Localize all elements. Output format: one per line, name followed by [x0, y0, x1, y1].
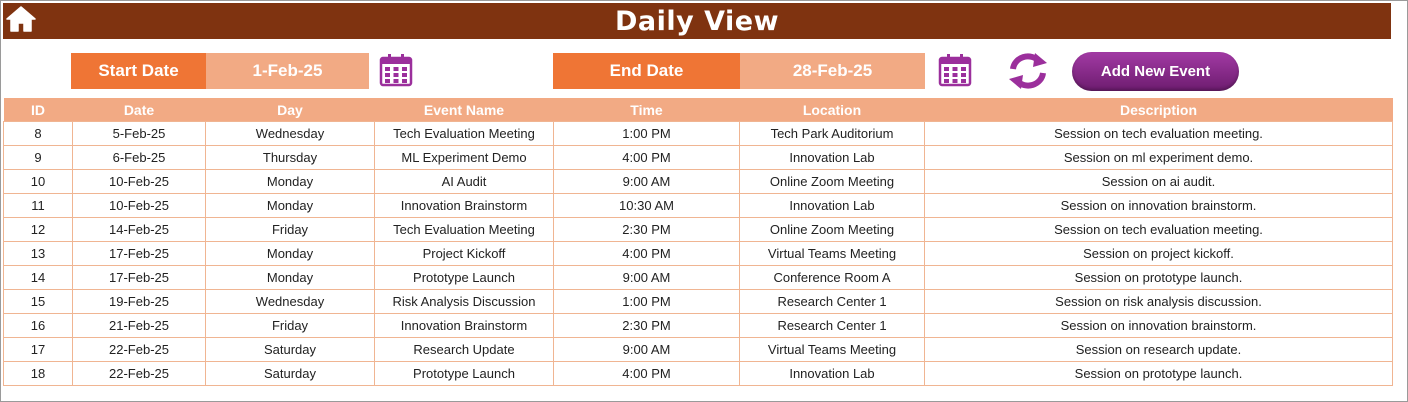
cell-date: 22-Feb-25 — [73, 338, 206, 362]
cell-location: Virtual Teams Meeting — [740, 242, 925, 266]
cell-id: 18 — [4, 362, 73, 386]
table-row[interactable] — [4, 170, 1393, 194]
column-header-day[interactable]: Day — [206, 98, 375, 122]
cell-id: 15 — [4, 290, 73, 314]
column-header-date[interactable]: Date — [73, 98, 206, 122]
cell-id: 13 — [4, 242, 73, 266]
cell-day: Monday — [206, 266, 375, 290]
table-row[interactable] — [4, 242, 1393, 266]
cell-description: Session on prototype launch. — [925, 362, 1393, 386]
cell-event-name: Risk Analysis Discussion — [375, 290, 554, 314]
cell-id: 8 — [4, 122, 73, 146]
cell-time: 1:00 PM — [554, 290, 740, 314]
table-row[interactable] — [4, 194, 1393, 218]
cell-event-name: Innovation Brainstorm — [375, 194, 554, 218]
cell-id: 16 — [4, 314, 73, 338]
cell-date: 6-Feb-25 — [73, 146, 206, 170]
cell-location: Innovation Lab — [740, 362, 925, 386]
cell-day: Monday — [206, 170, 375, 194]
cell-day: Wednesday — [206, 290, 375, 314]
cell-event-name: Prototype Launch — [375, 362, 554, 386]
cell-description: Session on ai audit. — [925, 170, 1393, 194]
table-row[interactable] — [4, 266, 1393, 290]
cell-description: Session on project kickoff. — [925, 242, 1393, 266]
table-row[interactable] — [4, 122, 1393, 146]
column-header-description[interactable]: Description — [925, 98, 1393, 122]
cell-day: Friday — [206, 314, 375, 338]
column-header-event-name[interactable]: Event Name — [375, 98, 554, 122]
refresh-icon[interactable] — [1005, 51, 1051, 91]
home-icon[interactable] — [5, 5, 37, 33]
cell-date: 19-Feb-25 — [73, 290, 206, 314]
cell-time: 9:00 AM — [554, 266, 740, 290]
cell-id: 14 — [4, 266, 73, 290]
cell-time: 10:30 AM — [554, 194, 740, 218]
cell-time: 1:00 PM — [554, 122, 740, 146]
end-date-value[interactable]: 28-Feb-25 — [740, 53, 925, 89]
add-new-event-button[interactable]: Add New Event — [1072, 52, 1239, 91]
cell-description: Session on risk analysis discussion. — [925, 290, 1393, 314]
cell-event-name: Prototype Launch — [375, 266, 554, 290]
cell-description: Session on prototype launch. — [925, 266, 1393, 290]
cell-time: 4:00 PM — [554, 242, 740, 266]
cell-time: 9:00 AM — [554, 338, 740, 362]
table-header-row — [4, 98, 1393, 122]
events-table — [3, 98, 1393, 386]
cell-description: Session on tech evaluation meeting. — [925, 122, 1393, 146]
cell-day: Monday — [206, 242, 375, 266]
cell-time: 2:30 PM — [554, 314, 740, 338]
cell-day: Wednesday — [206, 122, 375, 146]
cell-event-name: ML Experiment Demo — [375, 146, 554, 170]
table-row[interactable] — [4, 218, 1393, 242]
table-row[interactable] — [4, 314, 1393, 338]
cell-description: Session on research update. — [925, 338, 1393, 362]
cell-event-name: Tech Evaluation Meeting — [375, 218, 554, 242]
column-header-id[interactable]: ID — [4, 98, 73, 122]
table-row[interactable] — [4, 146, 1393, 170]
cell-location: Tech Park Auditorium — [740, 122, 925, 146]
cell-id: 9 — [4, 146, 73, 170]
cell-location: Research Center 1 — [740, 314, 925, 338]
cell-location: Innovation Lab — [740, 194, 925, 218]
table-body — [4, 122, 1393, 386]
cell-day: Saturday — [206, 362, 375, 386]
table-row[interactable] — [4, 290, 1393, 314]
start-calendar-icon[interactable] — [379, 53, 413, 87]
cell-day: Friday — [206, 218, 375, 242]
table-row[interactable] — [4, 362, 1393, 386]
cell-description: Session on innovation brainstorm. — [925, 314, 1393, 338]
cell-date: 10-Feb-25 — [73, 170, 206, 194]
cell-time: 4:00 PM — [554, 146, 740, 170]
column-header-location[interactable]: Location — [740, 98, 925, 122]
start-date-label: Start Date — [71, 53, 206, 89]
cell-day: Saturday — [206, 338, 375, 362]
page-title: Daily View — [614, 5, 780, 37]
cell-time: 4:00 PM — [554, 362, 740, 386]
cell-location: Conference Room A — [740, 266, 925, 290]
column-header-time[interactable]: Time — [554, 98, 740, 122]
cell-event-name: Innovation Brainstorm — [375, 314, 554, 338]
cell-time: 9:00 AM — [554, 170, 740, 194]
cell-location: Online Zoom Meeting — [740, 170, 925, 194]
cell-id: 11 — [4, 194, 73, 218]
table-row[interactable] — [4, 338, 1393, 362]
end-calendar-icon[interactable] — [938, 53, 972, 87]
cell-date: 14-Feb-25 — [73, 218, 206, 242]
cell-date: 5-Feb-25 — [73, 122, 206, 146]
cell-time: 2:30 PM — [554, 218, 740, 242]
cell-id: 10 — [4, 170, 73, 194]
cell-event-name: Tech Evaluation Meeting — [375, 122, 554, 146]
cell-date: 17-Feb-25 — [73, 242, 206, 266]
cell-location: Innovation Lab — [740, 146, 925, 170]
cell-event-name: Project Kickoff — [375, 242, 554, 266]
cell-location: Virtual Teams Meeting — [740, 338, 925, 362]
cell-location: Online Zoom Meeting — [740, 218, 925, 242]
cell-date: 21-Feb-25 — [73, 314, 206, 338]
cell-description: Session on ml experiment demo. — [925, 146, 1393, 170]
cell-id: 12 — [4, 218, 73, 242]
cell-date: 10-Feb-25 — [73, 194, 206, 218]
cell-description: Session on innovation brainstorm. — [925, 194, 1393, 218]
cell-location: Research Center 1 — [740, 290, 925, 314]
cell-date: 22-Feb-25 — [73, 362, 206, 386]
cell-event-name: Research Update — [375, 338, 554, 362]
end-date-label: End Date — [553, 53, 740, 89]
cell-day: Thursday — [206, 146, 375, 170]
cell-date: 17-Feb-25 — [73, 266, 206, 290]
start-date-value[interactable]: 1-Feb-25 — [206, 53, 369, 89]
title-bar — [3, 3, 1391, 39]
cell-id: 17 — [4, 338, 73, 362]
cell-event-name: AI Audit — [375, 170, 554, 194]
cell-description: Session on tech evaluation meeting. — [925, 218, 1393, 242]
cell-day: Monday — [206, 194, 375, 218]
